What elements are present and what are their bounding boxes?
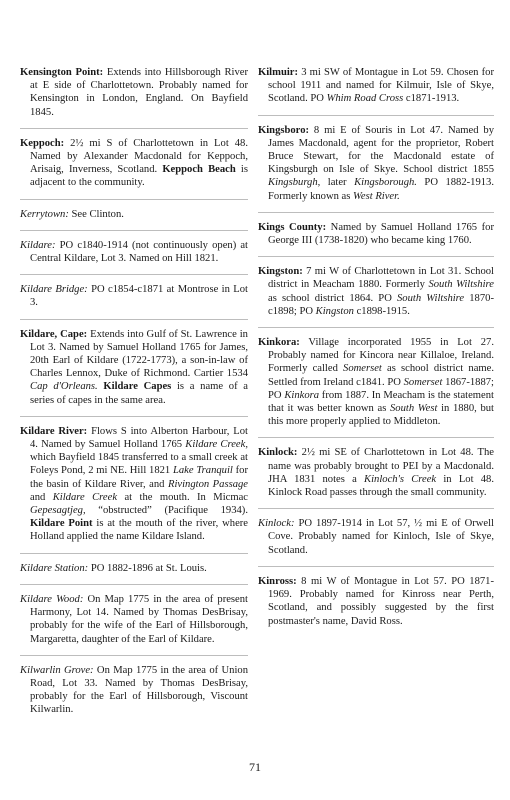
- entry-text: in 1880, but this more properly applied to Middleton.: [268, 403, 494, 428]
- headword: Keppoch:: [20, 137, 65, 149]
- entry-kildare-bridge: [20, 283, 248, 309]
- sub-headword: Kildare Capes: [103, 381, 172, 393]
- entry-kilmuir: [258, 66, 494, 106]
- divider: [258, 115, 494, 116]
- entry-text: On Map 1775 in the area of present Harmony, Lot 14. Named by Thomas DesBrisay, probably for the wife of the Earl of Hillsborough, Margaretta, daughter of the Earl of Kildare.: [30, 593, 248, 645]
- entry-kings-county: [258, 221, 494, 247]
- entry-text: PO c1840-1914 (not continuously open) at Central Kildare, Lot 3. Named on Hill 1821.: [30, 239, 248, 265]
- right-column: [258, 66, 494, 637]
- entry-text: 7 mi W of Charlottetown in Lot 31. School district in Meacham 1880. Formerly: [268, 266, 494, 291]
- entry-text: PO c1854-c1871 at Montrose in Lot 3.: [30, 284, 248, 309]
- headword: Kilwarlin Grove:: [20, 664, 94, 676]
- divider: [20, 655, 248, 656]
- entry-text: PO 1897-1914 in Lot 57, ½ mi E of Orwell Cove. Probably named for Kinloch, Isle of Skye, Scotland.: [268, 518, 494, 556]
- entry-text: Extends into Hillsborough River at E side of Charlottetown. Probably named for Kensington in London, England. On Bayfield 1845.: [30, 67, 248, 118]
- entry-text: for the basin of Kildare River, and: [30, 465, 248, 490]
- entry-text: c1871-1913.: [403, 93, 460, 105]
- headword: Kilmuir:: [258, 67, 299, 78]
- headword: Kingsboro:: [258, 124, 310, 136]
- italic-name: Kingsburgh,: [268, 177, 321, 189]
- entry-text: 2½ mi SE of Charlottetown in Lot 48. The name was probably brought to PEI by a Macdonald. JHA 1831 notes a: [268, 447, 494, 485]
- italic-name: Whim Road Cross: [326, 93, 404, 105]
- headword: Kildare, Cape:: [20, 328, 88, 340]
- headword: Kildare Station:: [20, 562, 89, 574]
- headword: Kildare:: [20, 239, 56, 251]
- headword: Kildare River:: [20, 425, 88, 437]
- page-number: 71: [249, 760, 261, 774]
- entry-text: which Bayfield 1845 transferred to a small creek at Foleys Pond, 2 mi NE. Hill 1821: [30, 452, 248, 477]
- headword: Kerrytown:: [20, 208, 69, 220]
- italic-name: Kildare Creek: [52, 491, 118, 503]
- entry-kilwarlin-grove: [20, 664, 248, 717]
- divider: [20, 274, 248, 275]
- entry-text: See Clinton.: [68, 208, 124, 220]
- entry-text: PO 1882-1896 at St. Louis.: [88, 562, 207, 574]
- divider: [20, 319, 248, 320]
- entry-kildare-wood: [20, 593, 248, 646]
- headword: Kensington Point:: [20, 67, 104, 78]
- entry-text: 1867-1887; PO: [268, 376, 494, 401]
- headword: Kingston:: [258, 266, 303, 278]
- italic-name: Lake Tranquil: [172, 465, 233, 477]
- entry-text: and: [30, 491, 53, 503]
- divider: [20, 584, 248, 585]
- italic-name: Kingston: [315, 305, 354, 317]
- entry-text: 8 mi W of Montague in Lot 57. PO 1871-1969. Probably named for Kinross near Perth, Scotland, and possibly suggested by the first postmaster's name, David Ross.: [268, 575, 494, 627]
- italic-name: Kildare Creek,: [185, 439, 248, 451]
- entry-text: 2½ mi S of Charlottetown in Lot 48. Named by Alexander Macdonald for Keppoch, Arisaig, Inverness, Scotland.: [30, 137, 248, 176]
- entry-kildare-cape: [20, 328, 248, 407]
- entry-text: 1870-c1898; PO: [268, 292, 494, 317]
- entry-text: from 1887. In Meacham is the statement that it was better known as: [268, 389, 494, 415]
- headword: Kinross:: [258, 575, 297, 587]
- entry-kerrytown: [20, 208, 248, 221]
- headword: Kildare Bridge:: [20, 284, 88, 296]
- entry-text: On Map 1775 in the area of Union Road, Lot 33. Named by Thomas DesBrisay, probably for the Earl of Hillsborough, Viscount Kilwarlin.: [30, 664, 248, 716]
- divider: [258, 256, 494, 257]
- divider: [20, 199, 248, 200]
- italic-name: West River.: [353, 190, 400, 202]
- entry-kildare-river: [20, 425, 248, 544]
- entry-kensington-point: [20, 66, 248, 119]
- italic-name: Somerset: [403, 376, 443, 388]
- italic-name: Cap d'Orleans.: [30, 381, 98, 393]
- entry-text: is a name of a series of capes in the same area.: [30, 381, 248, 406]
- italic-name: Somerset: [343, 363, 382, 375]
- entry-keppoch: [20, 137, 248, 190]
- headword: Kinlock:: [258, 447, 298, 459]
- entry-kinlock: [258, 446, 494, 499]
- entry-text: Extends into Gulf of St. Lawrence in Lot 3. Named by Samuel Holland 1765 for James, 20th Earl of Kildare (1722-1773), a son-in-law of Charles Lennox, Duke of Richmond. Cartier 1534: [30, 328, 248, 380]
- italic-name: South Wiltshire: [396, 292, 465, 304]
- italic-name: Kinkora: [284, 389, 320, 401]
- entry-kinross: [258, 575, 494, 628]
- entry-text: in Lot 48. Kinlock Road passes through the small community.: [268, 473, 495, 499]
- italic-name: South West: [389, 403, 438, 415]
- divider: [258, 566, 494, 567]
- entry-text: Village incorporated 1955 in Lot 27. Probably named for Kincora near Killaloe, Ireland. Formerly called: [268, 337, 494, 375]
- divider: [258, 437, 494, 438]
- headword: Kildare Wood:: [20, 593, 84, 605]
- entry-text: later: [320, 177, 355, 189]
- left-column: [20, 66, 248, 726]
- divider: [20, 416, 248, 417]
- entry-text: “obstructed” (Pacifique 1934).: [85, 505, 248, 517]
- entry-kinkora: [258, 336, 494, 428]
- divider: [20, 553, 248, 554]
- italic-name: Kinloch's Creek: [364, 473, 437, 485]
- divider: [20, 230, 248, 231]
- entry-text: as school district name. Settled from Ireland c1841. PO: [268, 363, 494, 388]
- sub-headword: Keppoch Beach: [162, 164, 236, 176]
- headword: Kinkora:: [258, 337, 300, 349]
- italic-name: Rivington Passage: [167, 478, 248, 490]
- italic-name: South Wiltshire: [428, 279, 494, 291]
- entry-kinlock-po: [258, 517, 494, 557]
- entry-text: is adjacent to the community.: [30, 164, 248, 189]
- entry-text: PO 1882-1913. Formerly known as: [268, 177, 494, 202]
- entry-text: c1898-1915.: [353, 305, 410, 317]
- entry-kildare-station: [20, 562, 248, 575]
- divider: [258, 212, 494, 213]
- divider: [258, 508, 494, 509]
- entry-text: is at the mouth of the river, where Holland applied the name Kildare Island.: [30, 518, 248, 543]
- entry-text: 8 mi E of Souris in Lot 47. Named by James Macdonald, agent for the proprietor, Robert Bruce Stewart, for the Macdonald estate of Kingsburgh on Isle of Skye. School district 1855: [268, 124, 494, 176]
- entry-text: 3 mi SW of Montague in Lot 59. Chosen for school 1911 and named for Kilmuir, Isle of Skye, Scotland. PO: [268, 67, 494, 105]
- italic-name: Gepesagtjeg,: [30, 505, 86, 517]
- entry-kildare: [20, 239, 248, 265]
- divider: [258, 327, 494, 328]
- entry-text: Named by Samuel Holland 1765 for George III (1738-1820) who became king 1760.: [268, 221, 494, 247]
- entry-kingsboro: [258, 124, 494, 203]
- italic-name: Kingsborough.: [354, 177, 417, 189]
- sub-headword: Kildare Point: [30, 518, 93, 530]
- headword: Kinlock:: [258, 518, 295, 530]
- divider: [20, 128, 248, 129]
- entry-kingston: [258, 265, 494, 318]
- entry-text: at the mouth. In Micmac: [117, 491, 248, 503]
- entry-text: as school district 1864. PO: [268, 292, 397, 304]
- headword: Kings County:: [258, 221, 327, 233]
- entry-text: Flows S into Alberton Harbour, Lot 4. Named by Samuel Holland 1765: [30, 425, 248, 451]
